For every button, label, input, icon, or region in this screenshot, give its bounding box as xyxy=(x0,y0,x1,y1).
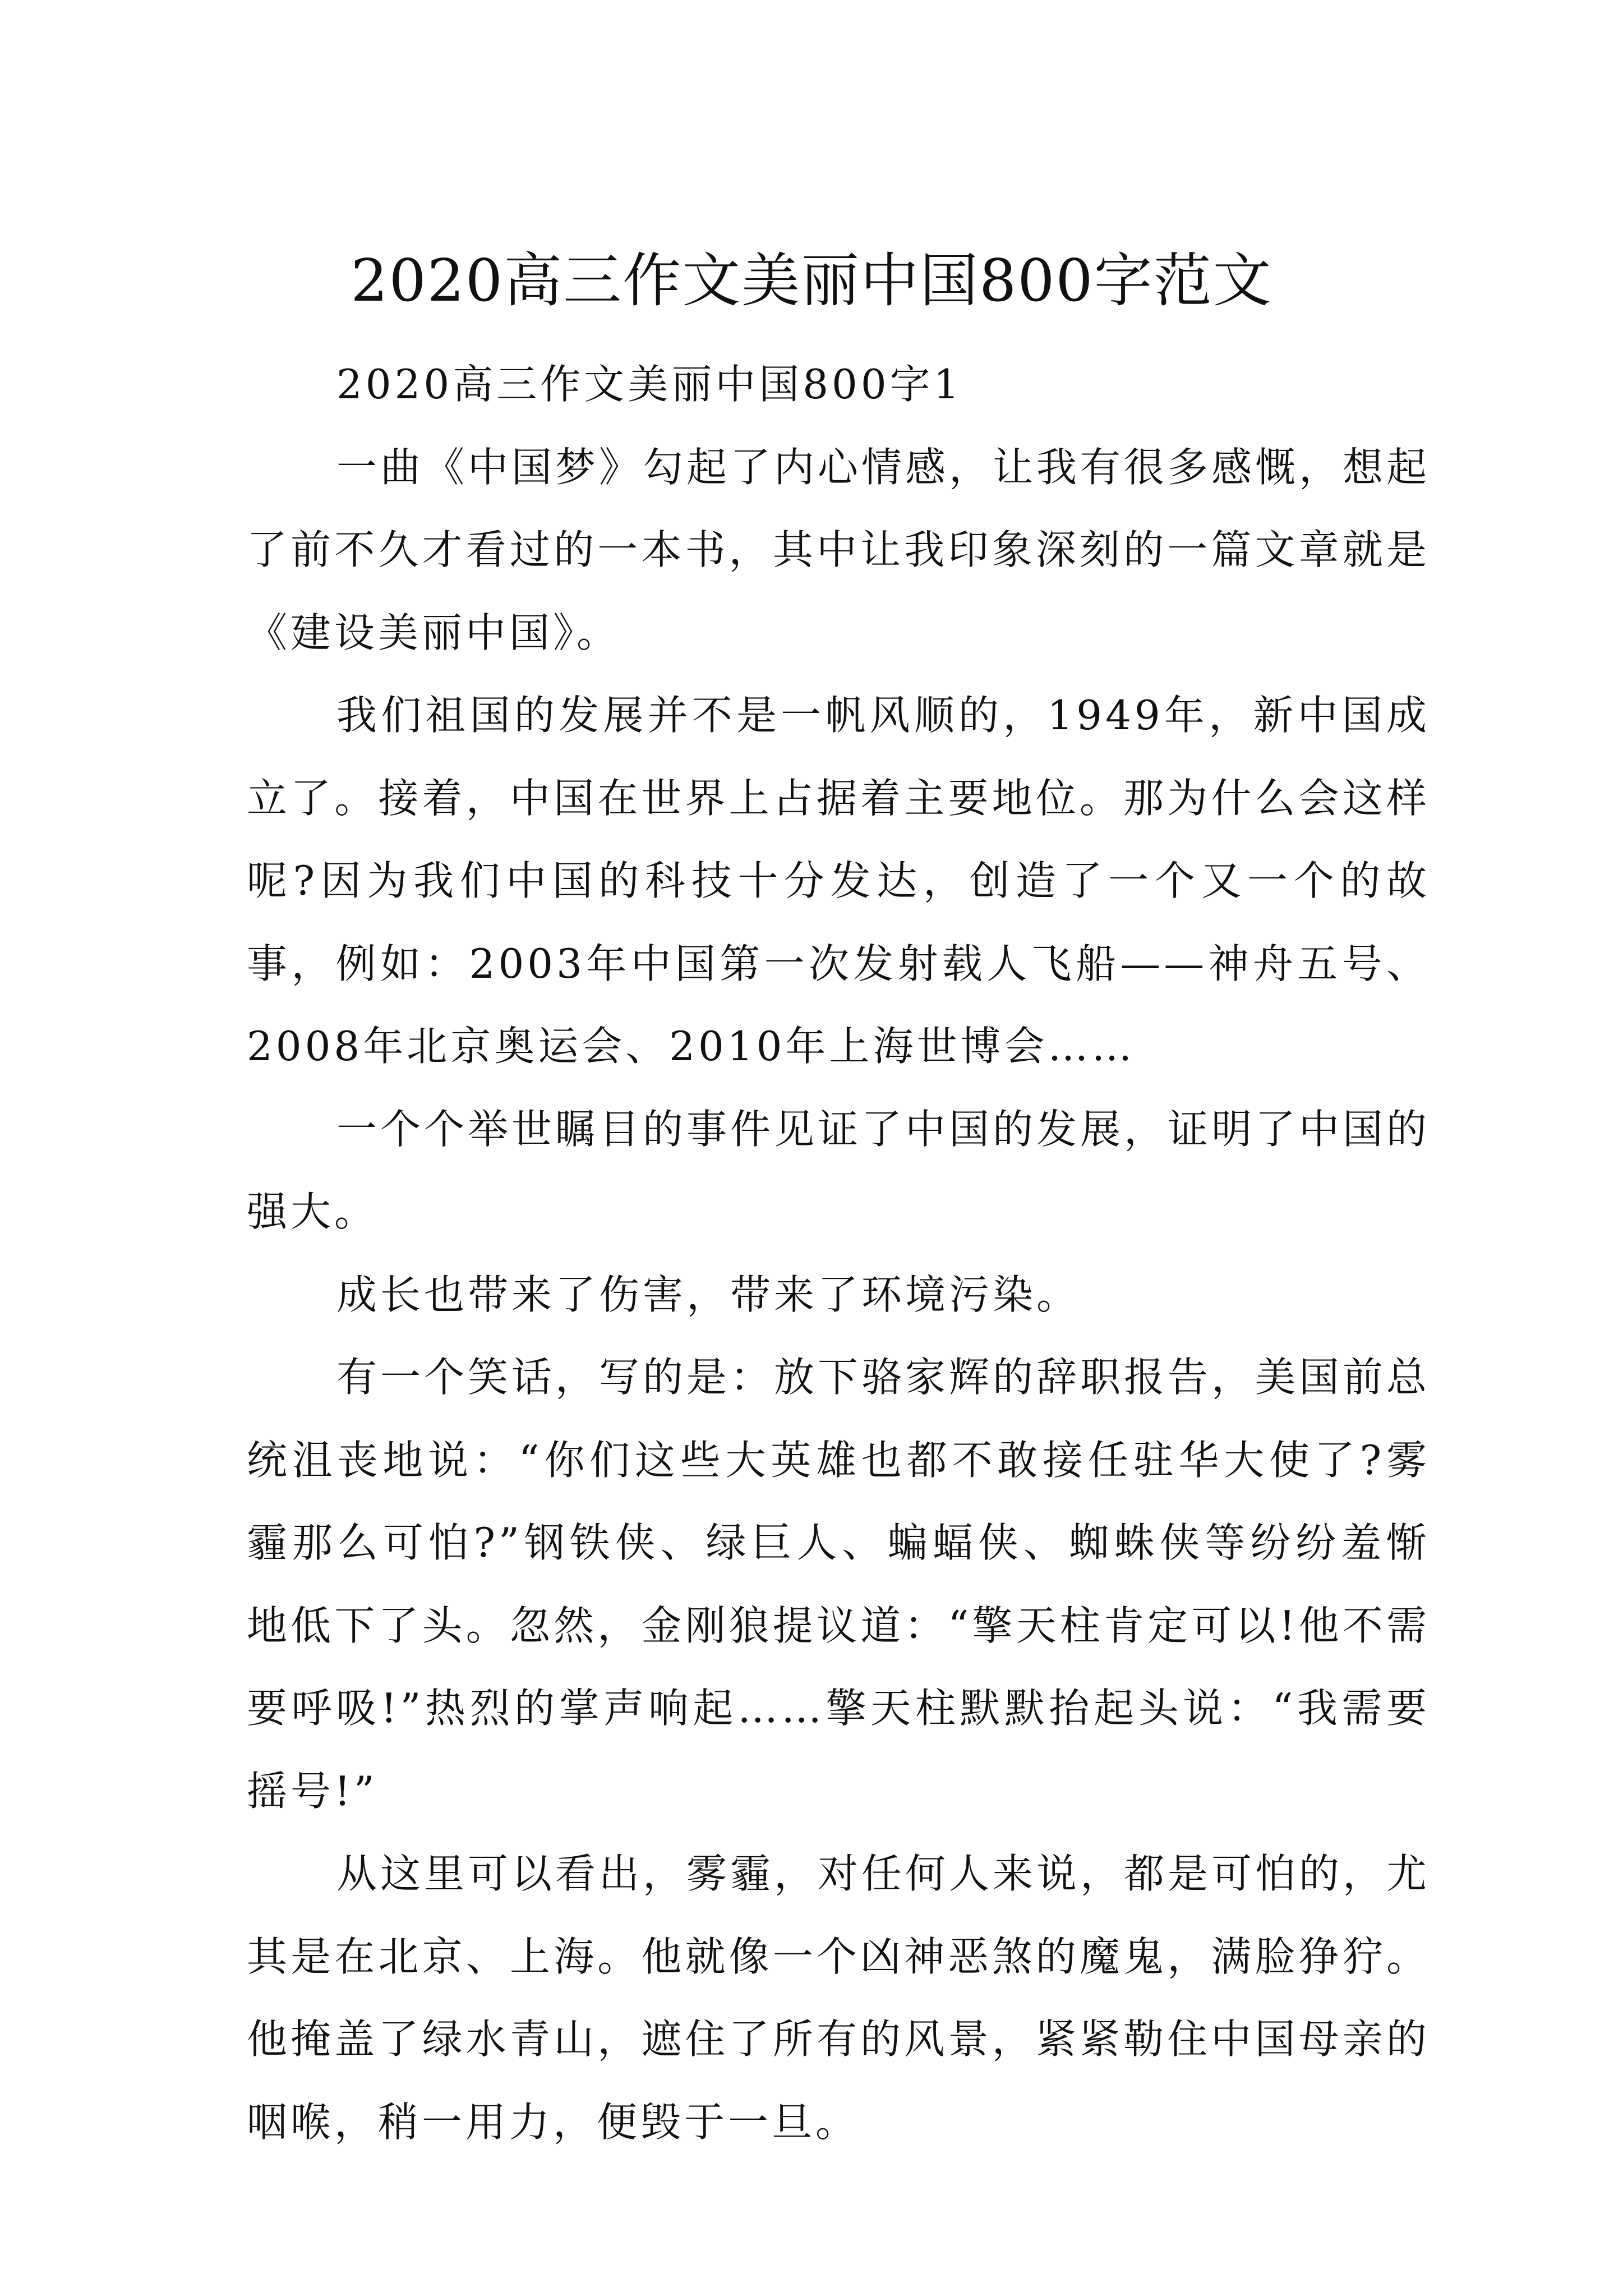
paragraph-subheading: 2020高三作文美丽中国800字1 xyxy=(336,361,963,408)
paragraph: 从这里可以看出，雾霾，对任何人来说，都是可怕的，尤其是在北京、上海。他就像一个凶神恶煞的魔鬼，满脸狰狞。他掩盖了绿水青山，遮住了所有的风景，紧紧勒住中国母亲的咽喉，稍一用力，便毁于一旦。 xyxy=(247,1850,1431,2146)
paragraph: 有一个笑话，写的是：放下骆家辉的辞职报告，美国前总统沮丧地说：“你们这些大英雄也都不敢接任驻华大使了?雾霾那么可怕?”钢铁侠、绿巨人、蝙蝠侠、蜘蛛侠等纷纷羞惭地低下了头。忽然，金刚狼提议道：“擎天柱肯定可以!他不需要呼吸!”热烈的掌声响起……擎天柱默默抬起头说：“我需要摇号!” xyxy=(247,1354,1431,1815)
paragraph: 一个个举世瞩目的事件见证了中国的发展，证明了中国的强大。 xyxy=(247,1105,1431,1235)
document-title: 2020高三作文美丽中国800字范文 xyxy=(351,246,1272,315)
paragraph: 成长也带来了伤害，带来了环境污染。 xyxy=(336,1271,1081,1318)
paragraph: 我们祖国的发展并不是一帆风顺的，1949年，新中国成立了。接着，中国在世界上占据着主要地位。那为什么会这样呢?因为我们中国的科技十分发达，创造了一个又一个的故事，例如：2003年中国第一次发射载人飞船——神舟五号、2008年北京奥运会、2010年上海世博会…… xyxy=(247,692,1430,1070)
document-body xyxy=(247,343,1430,2164)
paragraph: 一曲《中国梦》勾起了内心情感，让我有很多感慨，想起了前不久才看过的一本书，其中让我印象深刻的一篇文章就是《建设美丽中国》。 xyxy=(247,443,1431,656)
